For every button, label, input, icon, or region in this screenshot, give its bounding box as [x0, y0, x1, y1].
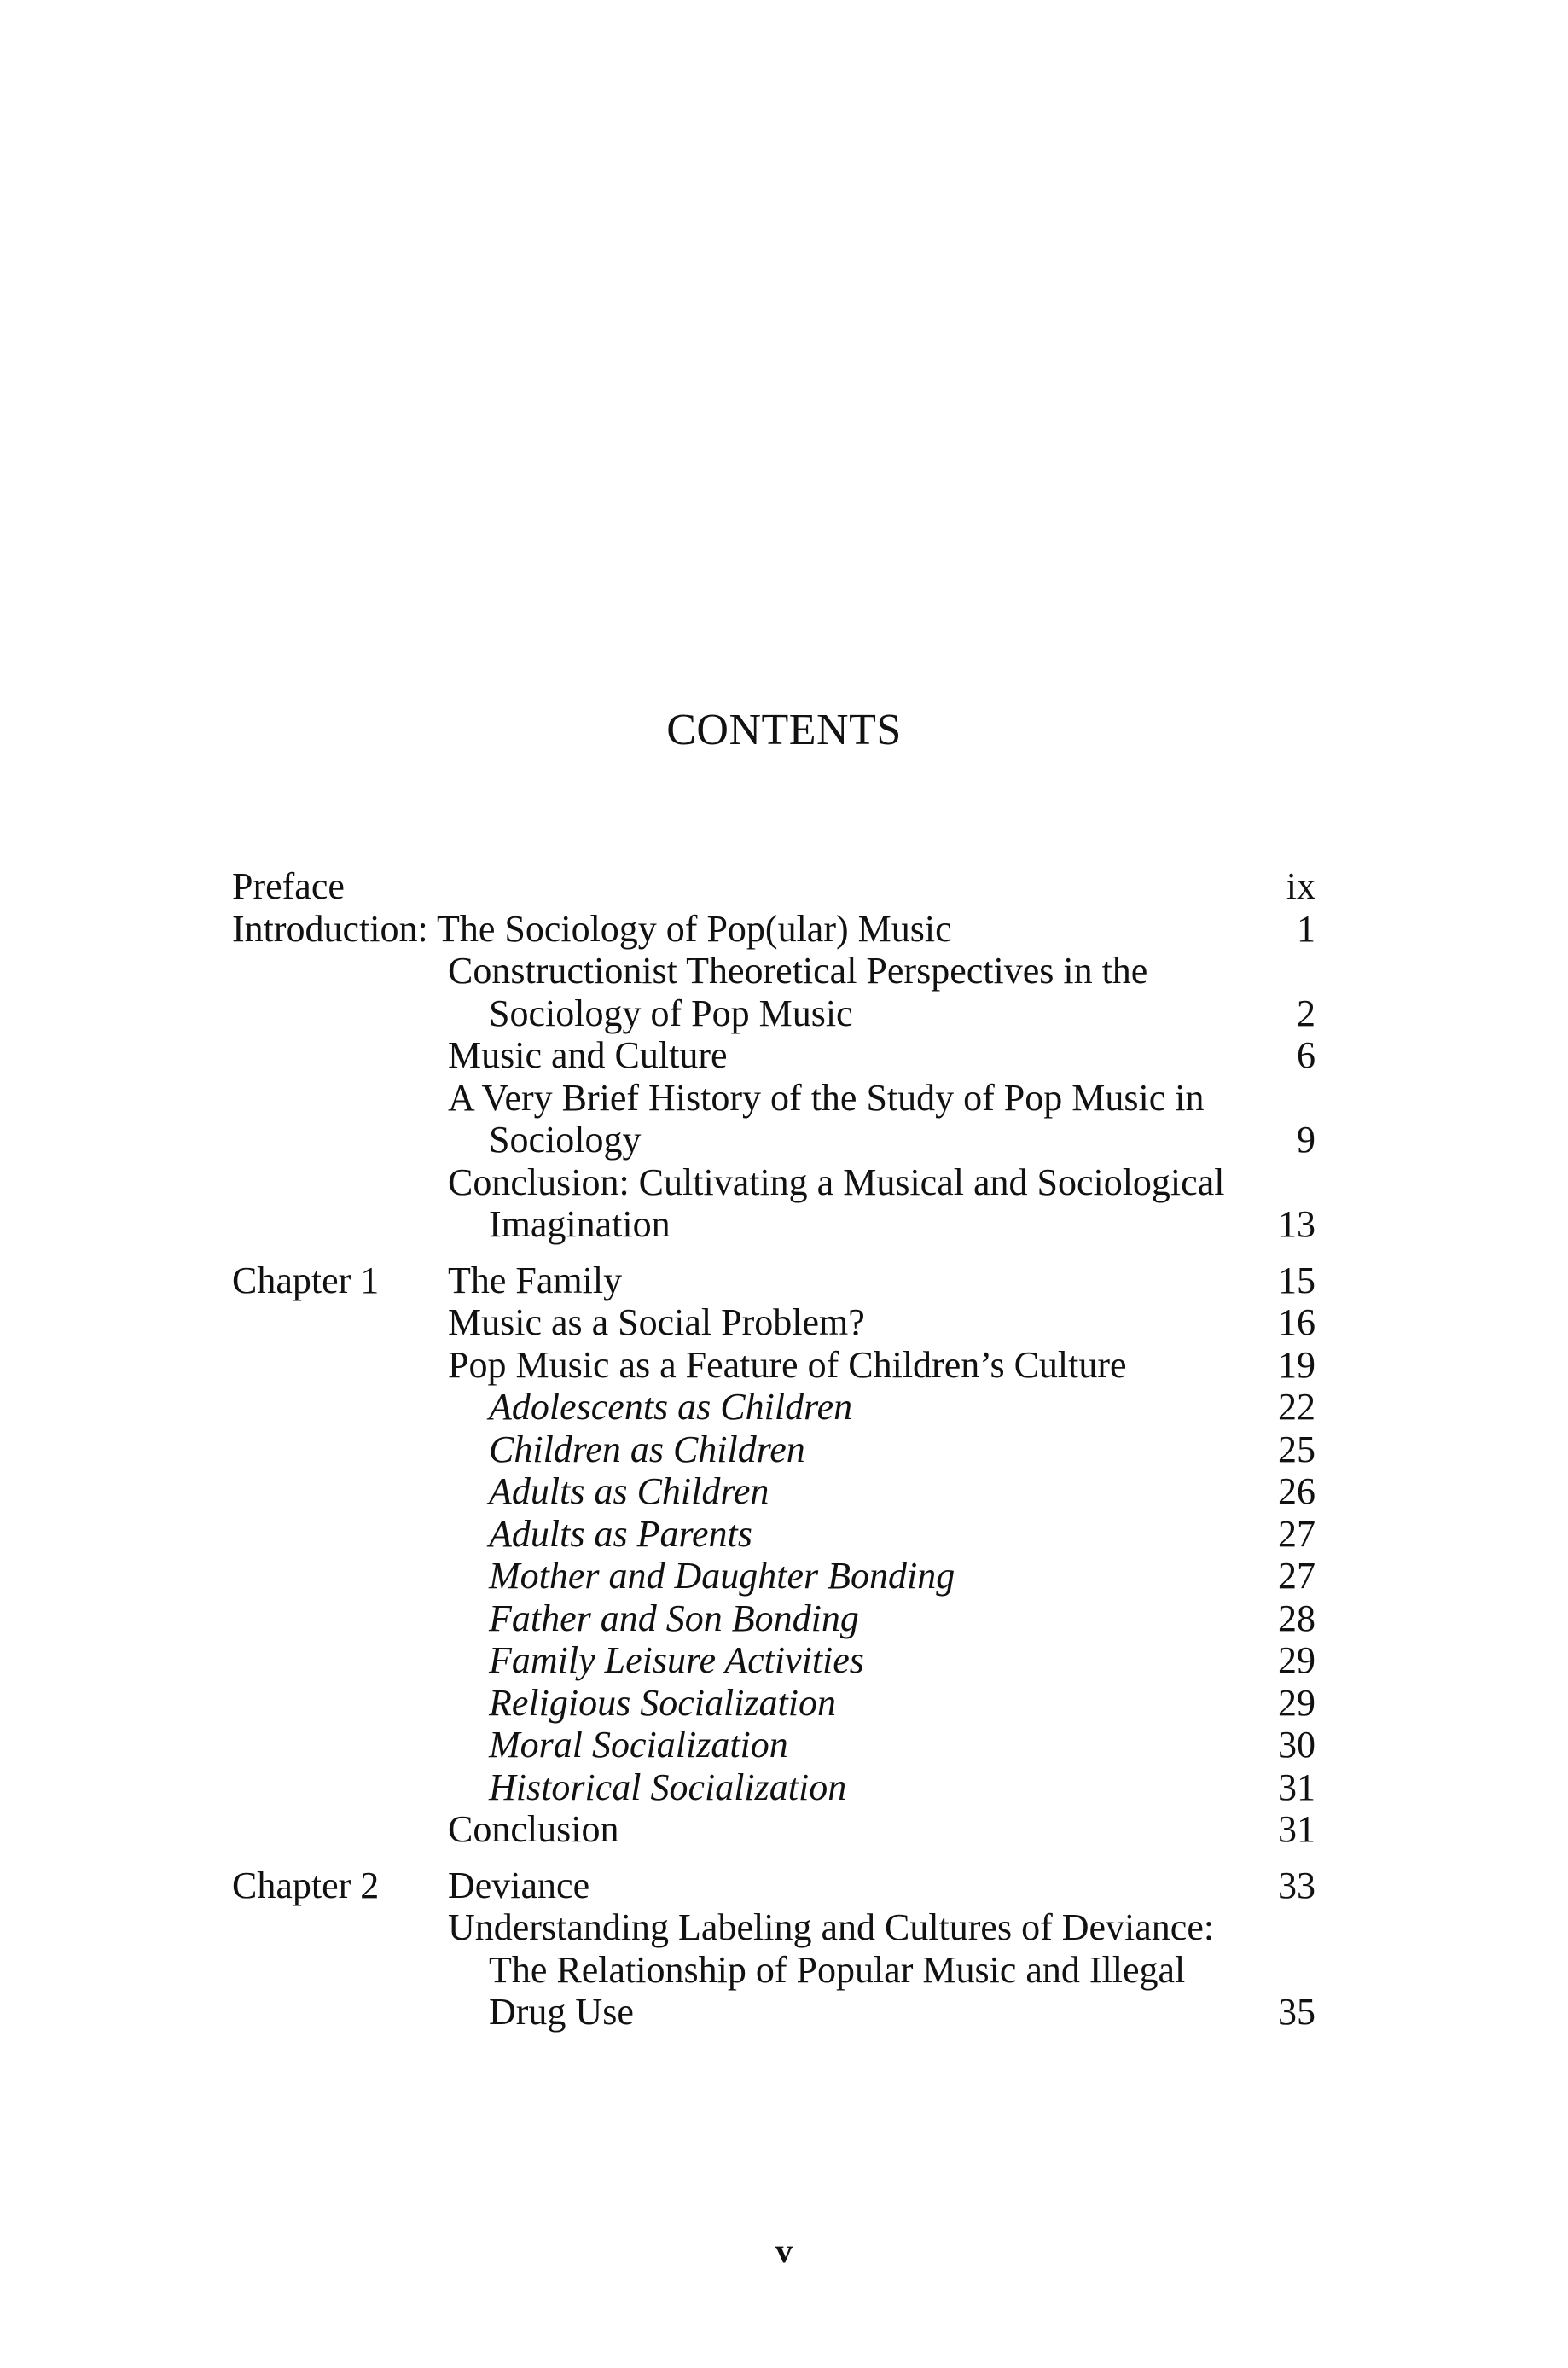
toc-page-number: 25	[1278, 1428, 1315, 1470]
toc-entry-title: A Very Brief History of the Study of Pop Music in	[448, 1076, 1205, 1119]
toc-page-number: 29	[1278, 1681, 1315, 1724]
toc-page-number: 22	[1278, 1386, 1315, 1428]
toc-entry-title: Mother and Daughter Bonding	[489, 1555, 955, 1597]
toc-page-number: 13	[1278, 1203, 1315, 1245]
page-title: CONTENTS	[666, 706, 902, 754]
toc-page-number: 35	[1278, 1991, 1315, 2033]
toc-entry	[232, 1865, 1315, 1907]
toc-entry-title: Constructionist Theoretical Perspectives in the	[448, 950, 1148, 992]
toc-entry	[232, 1034, 1315, 1077]
toc-entry-title: The Relationship of Popular Music and Illegal	[489, 1948, 1186, 1991]
toc-page-number: 1	[1297, 907, 1315, 950]
toc-entry	[232, 1301, 1315, 1344]
toc-entry	[232, 992, 1315, 1035]
toc-entry	[232, 1470, 1315, 1513]
toc-entry-title: Pop Music as a Feature of Children’s Culture	[448, 1343, 1127, 1386]
toc-entry	[232, 1949, 1315, 1992]
toc-entry-title: Introduction: The Sociology of Pop(ular) Music	[232, 907, 952, 950]
toc-page-number: 26	[1278, 1470, 1315, 1512]
toc-page-number: 30	[1278, 1724, 1315, 1766]
toc-page-number: 27	[1278, 1555, 1315, 1597]
toc-page-number: 31	[1278, 1766, 1315, 1808]
page-number: v	[775, 2231, 793, 2270]
toc-entry	[232, 1428, 1315, 1471]
toc-entry	[232, 908, 1315, 951]
toc-page-number: 29	[1278, 1639, 1315, 1681]
toc-entry	[232, 1555, 1315, 1597]
toc-page-number: 2	[1297, 992, 1315, 1034]
toc-entry-title: Religious Socialization	[489, 1681, 836, 1724]
toc-entry	[232, 1077, 1315, 1120]
toc-entry-title: Children as Children	[489, 1428, 805, 1470]
toc-entry	[232, 1203, 1315, 1246]
toc-entry	[232, 1597, 1315, 1640]
toc-page-number: 16	[1278, 1301, 1315, 1343]
toc-entry-title: Historical Socialization	[489, 1766, 847, 1808]
toc-page-number: 15	[1278, 1259, 1315, 1301]
toc-entry-title: Music and Culture	[448, 1034, 728, 1076]
toc-entry	[232, 1260, 1315, 1302]
toc-entry-title: Father and Son Bonding	[489, 1597, 859, 1639]
toc-entry	[232, 1766, 1315, 1809]
toc-entry-title: Preface	[232, 865, 345, 907]
toc-page-number: 31	[1278, 1808, 1315, 1850]
toc-entry-title: Imagination	[489, 1203, 671, 1245]
toc-entry-title: Sociology of Pop Music	[489, 992, 853, 1034]
toc-entry-title: The Family	[448, 1259, 623, 1301]
toc-entry	[232, 1119, 1315, 1161]
toc-entry-title: Sociology	[489, 1119, 642, 1161]
toc-entry-title: Understanding Labeling and Cultures of Deviance:	[448, 1906, 1215, 1948]
toc-entry	[232, 950, 1315, 992]
toc-entry	[232, 1344, 1315, 1387]
toc-entry	[232, 1513, 1315, 1556]
toc-page-number: 9	[1297, 1119, 1315, 1161]
toc-chapter-label: Chapter 1	[232, 1259, 380, 1301]
toc-page-number: 6	[1297, 1034, 1315, 1076]
toc-page-number: 27	[1278, 1512, 1315, 1555]
toc-entry-title: Drug Use	[489, 1991, 634, 2033]
toc-entry-title: Adults as Parents	[489, 1512, 752, 1555]
table-of-contents	[232, 865, 1315, 2033]
toc-entry-title: Adolescents as Children	[489, 1386, 853, 1428]
toc-entry	[232, 1161, 1315, 1204]
toc-entry-title: Moral Socialization	[489, 1724, 788, 1766]
toc-entry	[232, 865, 1315, 908]
toc-entry	[232, 1808, 1315, 1851]
toc-page-number: ix	[1286, 865, 1315, 907]
toc-entry	[232, 1724, 1315, 1766]
toc-entry-title: Conclusion: Cultivating a Musical and Sociological	[448, 1161, 1225, 1203]
toc-entry	[232, 1682, 1315, 1725]
toc-entry-title: Music as a Social Problem?	[448, 1301, 865, 1343]
toc-entry-title: Deviance	[448, 1864, 590, 1906]
toc-chapter-label: Chapter 2	[232, 1864, 380, 1906]
toc-entry	[232, 1639, 1315, 1682]
toc-entry-title: Adults as Children	[489, 1470, 769, 1512]
toc-entry	[232, 1991, 1315, 2033]
toc-entry	[232, 1906, 1315, 1949]
toc-page-number: 28	[1278, 1597, 1315, 1639]
toc-page-number: 33	[1278, 1864, 1315, 1906]
toc-entry	[232, 1386, 1315, 1428]
toc-entry-title: Family Leisure Activities	[489, 1639, 864, 1681]
toc-page-number: 19	[1278, 1343, 1315, 1386]
toc-entry-title: Conclusion	[448, 1808, 619, 1850]
